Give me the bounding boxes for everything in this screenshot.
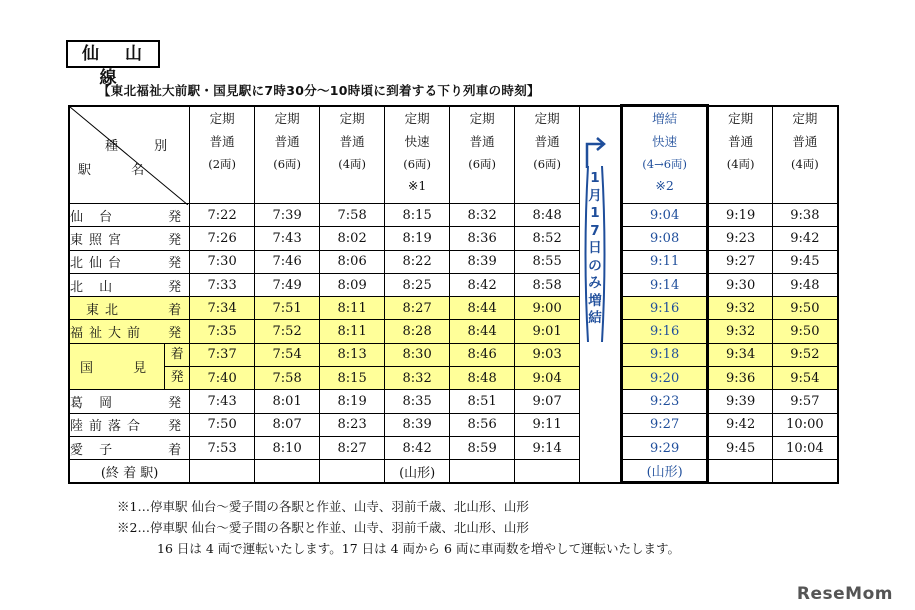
time-cell: 9:50 — [773, 320, 838, 343]
time-cell: 8:11 — [320, 297, 385, 320]
terminal-cell — [320, 460, 385, 483]
header-note: ※1 — [407, 177, 427, 193]
kind-label: 種 別 — [105, 138, 184, 154]
time-cell: 8:39 — [450, 250, 515, 273]
time-cell: 9:32 — [708, 297, 773, 320]
time-cell: 8:51 — [450, 390, 515, 413]
time-cell: 9:20 — [622, 367, 708, 390]
time-cell: 8:46 — [450, 343, 515, 366]
header-type: 定期 — [728, 110, 754, 126]
header-cars: (4両) — [338, 156, 367, 171]
time-cell: 9:36 — [708, 367, 773, 390]
terminal-cell: (山形) — [622, 460, 708, 483]
terminal-cell — [255, 460, 320, 483]
header-service: 普通 — [792, 133, 818, 149]
header-cell — [622, 106, 708, 204]
time-cell: 7:58 — [255, 367, 320, 390]
time-cell: 9:04 — [622, 204, 708, 227]
special-coupling-note: 1 月 1 7 日 の み 増 結 — [588, 170, 602, 326]
footnote-3: 16 日は 4 両で運転いたします。17 日は 4 両から 6 両に車両数を増やして運転いたします。 — [157, 541, 680, 556]
header-note — [450, 176, 514, 196]
header-cars: (2両) — [208, 156, 237, 171]
table-row — [69, 413, 838, 436]
time-cell: 7:26 — [190, 227, 255, 250]
time-cell: 8:42 — [450, 273, 515, 296]
station-cell — [69, 343, 190, 390]
arrive-depart: 着 — [168, 302, 182, 318]
arrive-depart: 発 — [170, 370, 184, 386]
terminal-cell — [773, 460, 838, 483]
time-cell: 9:34 — [708, 343, 773, 366]
time-cell: 7:37 — [190, 343, 255, 366]
header-service: 普通 — [274, 133, 300, 149]
time-cell: 8:48 — [450, 367, 515, 390]
station-cell — [69, 390, 190, 413]
header-type: 定期 — [404, 110, 430, 126]
terminal-cell: (山形) — [385, 460, 450, 483]
time-cell: 9:19 — [708, 204, 773, 227]
time-cell: 8:10 — [255, 436, 320, 459]
table-row — [69, 320, 838, 343]
station-name: 国 見 — [80, 361, 165, 377]
header-cars: (6両) — [533, 156, 562, 171]
time-cell: 8:06 — [320, 250, 385, 273]
terminal-cell — [450, 460, 515, 483]
header-note — [773, 176, 837, 196]
time-cell: 8:11 — [320, 320, 385, 343]
time-cell: 8:02 — [320, 227, 385, 250]
header-type: 定期 — [274, 110, 300, 126]
table-subtitle: 【東北福祉大前駅・国見駅に7時30分～10時頃に到着する下り列車の時刻】 — [98, 83, 540, 98]
time-cell: 8:39 — [385, 413, 450, 436]
time-cell: 8:15 — [320, 367, 385, 390]
time-cell: 9:38 — [773, 204, 838, 227]
time-cell: 9:45 — [773, 250, 838, 273]
station-cell — [69, 227, 190, 250]
footnotes — [117, 496, 680, 559]
header-service: 快速 — [652, 134, 678, 149]
table-row — [69, 250, 838, 273]
time-cell: 9:48 — [773, 273, 838, 296]
table-row — [69, 273, 838, 296]
table-row — [69, 390, 838, 413]
header-type: 定期 — [469, 110, 495, 126]
header-cell — [773, 106, 838, 204]
station-name: 愛 子 — [70, 442, 119, 458]
header-note — [255, 176, 319, 196]
time-cell: 9:39 — [708, 390, 773, 413]
time-cell: 7:33 — [190, 273, 255, 296]
time-cell: 7:34 — [190, 297, 255, 320]
time-cell: 8:22 — [385, 250, 450, 273]
table-row — [69, 227, 838, 250]
station-cell — [69, 436, 190, 459]
header-type: 定期 — [339, 110, 365, 126]
header-type: 増結 — [652, 111, 678, 126]
time-cell: 8:44 — [450, 297, 515, 320]
time-cell: 9:45 — [708, 436, 773, 459]
footnote-1: ※1…停車駅 仙台～愛子間の各駅と作並、山寺、羽前千歳、北山形、山形 — [117, 499, 529, 514]
station-name: 東北 — [86, 302, 125, 318]
time-cell: 10:00 — [773, 413, 838, 436]
time-cell: 9:27 — [708, 250, 773, 273]
time-cell: 9:11 — [622, 250, 708, 273]
station-name: 北仙台 — [70, 256, 128, 272]
time-cell: 9:30 — [708, 273, 773, 296]
time-cell: 9:52 — [773, 343, 838, 366]
time-cell: 8:27 — [385, 297, 450, 320]
header-service: 普通 — [728, 133, 754, 149]
time-cell: 9:14 — [622, 273, 708, 296]
time-cell: 8:13 — [320, 343, 385, 366]
station-name: 福祉大前 — [70, 326, 147, 342]
station-name: 陸前落合 — [70, 419, 147, 435]
station-cell — [69, 413, 190, 436]
header-row — [69, 106, 838, 204]
time-cell: 8:19 — [320, 390, 385, 413]
header-note — [515, 176, 579, 196]
header-cars: (6両) — [273, 156, 302, 171]
header-cars: (4→6両) — [642, 157, 688, 171]
header-cars: (6両) — [403, 156, 432, 171]
station-name: 東照宮 — [70, 232, 128, 248]
time-cell: 7:35 — [190, 320, 255, 343]
header-service: 快速 — [404, 133, 430, 149]
time-cell: 7:40 — [190, 367, 255, 390]
header-cell — [385, 106, 450, 204]
station-cell — [69, 297, 190, 320]
terminal-row — [69, 460, 838, 483]
arrive-depart: 発 — [168, 279, 182, 295]
time-cell: 8:09 — [320, 273, 385, 296]
header-type: 定期 — [209, 110, 235, 126]
station-cell — [69, 250, 190, 273]
time-cell: 9:00 — [515, 297, 580, 320]
terminal-cell — [515, 460, 580, 483]
header-note: ※2 — [655, 178, 674, 193]
time-cell: 8:48 — [515, 204, 580, 227]
time-cell: 8:42 — [385, 436, 450, 459]
timetable — [68, 104, 839, 484]
time-cell: 8:15 — [385, 204, 450, 227]
station-cell — [69, 320, 190, 343]
table-row — [69, 204, 838, 227]
time-cell: 9:50 — [773, 297, 838, 320]
time-cell: 8:55 — [515, 250, 580, 273]
time-cell: 7:43 — [255, 227, 320, 250]
time-cell: 9:42 — [708, 413, 773, 436]
header-service: 普通 — [339, 133, 365, 149]
header-service: 普通 — [209, 133, 235, 149]
header-cell — [708, 106, 773, 204]
time-cell: 8:32 — [450, 204, 515, 227]
time-cell: 7:53 — [190, 436, 255, 459]
time-cell: 8:52 — [515, 227, 580, 250]
header-service: 普通 — [534, 133, 560, 149]
time-cell: 8:01 — [255, 390, 320, 413]
time-cell: 8:27 — [320, 436, 385, 459]
arrive-depart: 発 — [168, 419, 182, 435]
header-cell — [255, 106, 320, 204]
arrive-depart: 着 — [168, 442, 182, 458]
header-cell — [450, 106, 515, 204]
time-cell: 9:11 — [515, 413, 580, 436]
station-name: 葛 岡 — [70, 396, 119, 412]
table-row — [69, 297, 838, 320]
time-cell: 7:49 — [255, 273, 320, 296]
time-cell: 7:30 — [190, 250, 255, 273]
time-cell: 8:32 — [385, 367, 450, 390]
table-row — [69, 343, 838, 366]
time-cell: 8:58 — [515, 273, 580, 296]
time-cell: 8:59 — [450, 436, 515, 459]
time-cell: 9:16 — [622, 320, 708, 343]
time-cell: 9:03 — [515, 343, 580, 366]
time-cell: 8:36 — [450, 227, 515, 250]
time-cell: 7:46 — [255, 250, 320, 273]
arrive-depart: 発 — [168, 232, 182, 248]
time-cell: 9:23 — [622, 390, 708, 413]
station-name: 北 山 — [70, 279, 119, 295]
time-cell: 8:35 — [385, 390, 450, 413]
time-cell: 10:04 — [773, 436, 838, 459]
time-cell: 9:08 — [622, 227, 708, 250]
time-cell: 9:27 — [622, 413, 708, 436]
header-service: 普通 — [469, 133, 495, 149]
time-cell: 8:23 — [320, 413, 385, 436]
time-cell: 9:04 — [515, 367, 580, 390]
time-cell: 9:14 — [515, 436, 580, 459]
time-cell: 9:01 — [515, 320, 580, 343]
time-cell: 7:54 — [255, 343, 320, 366]
table-row — [69, 436, 838, 459]
time-cell: 7:51 — [255, 297, 320, 320]
time-cell: 9:07 — [515, 390, 580, 413]
time-cell: 7:39 — [255, 204, 320, 227]
time-cell: 7:52 — [255, 320, 320, 343]
time-cell: 8:25 — [385, 273, 450, 296]
header-type: 定期 — [792, 110, 818, 126]
header-corner — [69, 106, 190, 204]
time-cell: 9:16 — [622, 297, 708, 320]
time-cell: 8:07 — [255, 413, 320, 436]
station-cell — [69, 273, 190, 296]
arrive-depart: 着 — [165, 344, 189, 367]
time-cell: 9:18 — [622, 343, 708, 366]
time-cell: 9:57 — [773, 390, 838, 413]
arrive-depart: 発 — [168, 256, 182, 272]
header-cell — [515, 106, 580, 204]
header-cell — [320, 106, 385, 204]
time-cell: 7:50 — [190, 413, 255, 436]
time-cell: 8:44 — [450, 320, 515, 343]
time-cell: 8:56 — [450, 413, 515, 436]
resemom-logo: ReseMom — [796, 584, 893, 604]
header-cars: (4両) — [790, 156, 819, 171]
footnote-2: ※2…停車駅 仙台～愛子間の各駅と作並、山寺、羽前千歳、北山形、山形 — [117, 520, 529, 535]
terminal-cell — [708, 460, 773, 483]
header-cars: (6両) — [468, 156, 497, 171]
arrive-depart: 発 — [168, 209, 182, 225]
time-cell: 9:42 — [773, 227, 838, 250]
header-note — [709, 176, 772, 196]
station-name: 仙 台 — [70, 209, 119, 225]
time-cell: 9:29 — [622, 436, 708, 459]
station-label: 駅 名 — [78, 162, 163, 178]
time-cell: 8:30 — [385, 343, 450, 366]
time-cell: 7:58 — [320, 204, 385, 227]
time-cell: 9:32 — [708, 320, 773, 343]
time-cell: 9:23 — [708, 227, 773, 250]
time-cell: 7:43 — [190, 390, 255, 413]
terminal-cell — [190, 460, 255, 483]
header-type: 定期 — [534, 110, 560, 126]
time-cell: 8:19 — [385, 227, 450, 250]
arrive-depart: 発 — [168, 326, 182, 342]
header-cell — [190, 106, 255, 204]
header-cars: (4両) — [726, 156, 755, 171]
station-cell — [69, 204, 190, 227]
line-title: 仙 山 線 — [66, 40, 160, 68]
header-note — [190, 176, 254, 196]
header-note — [320, 176, 384, 196]
arrive-depart: 発 — [168, 396, 182, 412]
time-cell: 8:28 — [385, 320, 450, 343]
terminal-label: (終 着 駅) — [69, 460, 190, 483]
time-cell: 9:54 — [773, 367, 838, 390]
time-cell: 7:22 — [190, 204, 255, 227]
